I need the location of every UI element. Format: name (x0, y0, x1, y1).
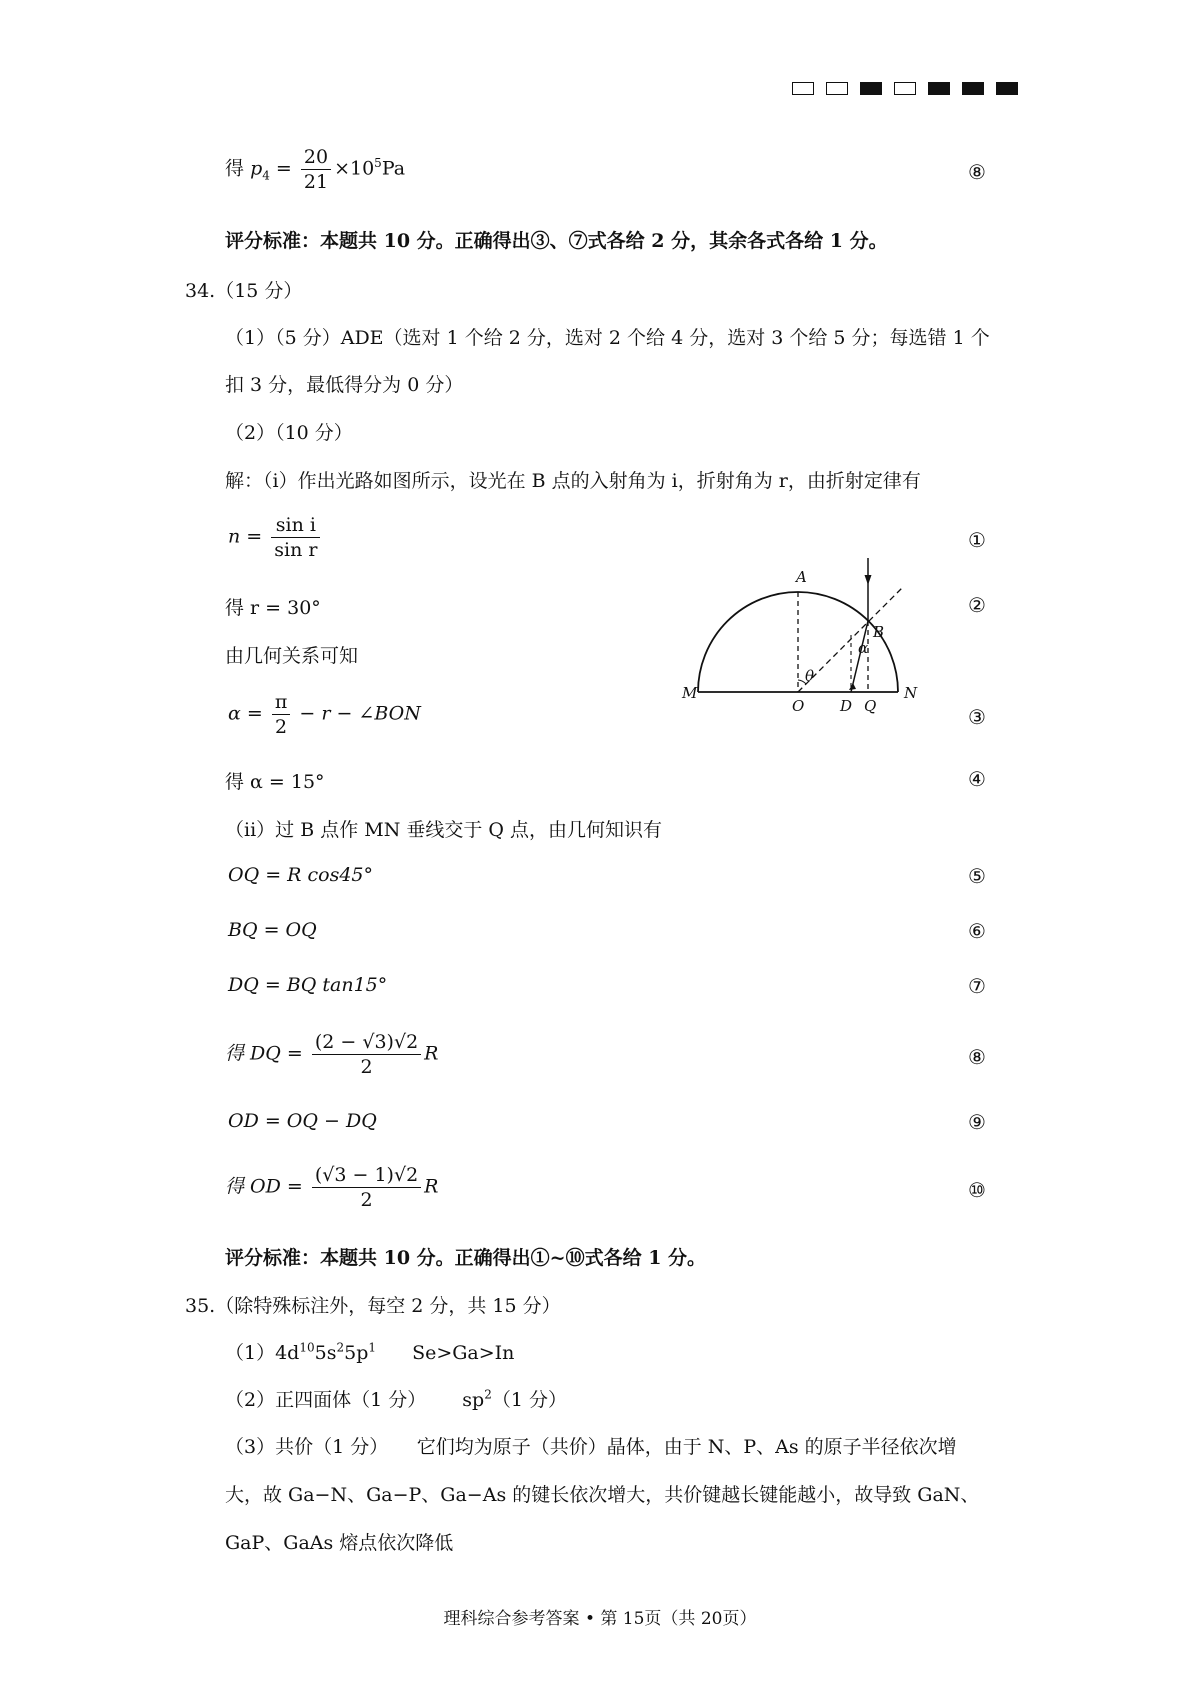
label-D: D (840, 697, 853, 715)
equation-marker: ④ (968, 767, 986, 791)
label-theta: θ (805, 667, 815, 685)
incident-ray-arrow (865, 575, 872, 585)
fraction: $\frac{(√3 - 1)√2}{2}$ (312, 1163, 421, 1212)
refracted-ray-arrow (849, 683, 856, 690)
q35-answer-3-line3: GaP、GaAs 熔点依次降低 (225, 1532, 454, 1554)
fraction: $\frac{(2 - √3)√2}{2}$ (312, 1030, 421, 1079)
equation-marker: ③ (968, 705, 986, 729)
q34-scoring-criteria: 评分标准：本题共 10 分。正确得出①~⑩式各给 1 分。 (225, 1247, 707, 1269)
label-A: A (796, 568, 807, 586)
q34-part2-heading: （2）（10 分） (225, 422, 353, 444)
q34-part1-line2: 扣 3 分，最低得分为 0 分） (225, 374, 464, 396)
q35-answer-3-line1: （3）共价（1 分） 它们均为原子（共价）晶体，由于 N、P、As 的原子半径依次增 (225, 1436, 957, 1458)
eq10: 得 OD = $\frac{(√3 - 1)√2}{2}$ R (225, 1164, 439, 1211)
q34-part-ii: （ii）过 B 点作 MN 垂线交于 Q 点，由几何知识有 (225, 819, 663, 841)
eq1: n = $\frac{\text{sin i}}{\text{sin r}}$ (228, 513, 323, 562)
q34-intro: 解：（i）作出光路如图所示，设光在 B 点的入射角为 i，折射角为 r，由折射定律有 (225, 470, 921, 492)
eq2: 得 r = 30° (225, 597, 321, 619)
equation-marker: ② (968, 593, 986, 617)
header-square (894, 82, 916, 95)
eq6: BQ = OQ (228, 919, 317, 941)
header-square (792, 82, 814, 95)
q34-heading: 34.（15 分） (185, 280, 303, 302)
equation-marker: ⑦ (968, 974, 986, 998)
equation-marker: ⑧ (968, 160, 986, 184)
header-squares (792, 82, 1018, 95)
q35-answer-3-line2: 大，故 Ga−N、Ga−P、Ga−As 的键长依次增大，共价键越长键能越小，故导致 GaN、 (225, 1484, 980, 1506)
eq9: OD = OQ − DQ (228, 1110, 377, 1132)
q35-heading: 35.（除特殊标注外，每空 2 分，共 15 分） (185, 1295, 561, 1317)
q34-part1-line1: （1）（5 分）ADE（选对 1 个给 2 分，选对 2 个给 4 分，选对 3 个给 5 分；每选错 1 个 (225, 327, 990, 349)
eq5: OQ = R cos45° (228, 864, 374, 886)
q33-result-equation: 得 $p_4$ = $\frac{20}{21}$ $\times 10^5Pa$ (225, 146, 406, 193)
fraction: $\frac{\text{sin i}}{\text{sin r}}$ (271, 513, 320, 562)
q33-scoring-criteria: 评分标准：本题共 10 分。正确得出③、⑦式各给 2 分，其余各式各给 1 分。 (225, 230, 888, 252)
equation-marker: ① (968, 528, 986, 552)
optics-diagram (668, 555, 928, 715)
label-M: M (682, 684, 698, 702)
header-square (962, 82, 984, 95)
label-alpha: α (858, 639, 869, 657)
fraction: $\frac{20}{21}$ (301, 145, 331, 194)
eq4: 得 α = 15° (225, 771, 325, 793)
label-Q: Q (864, 697, 877, 715)
eq8: 得 DQ = $\frac{(2 - √3)√2}{2}$ R (225, 1031, 439, 1078)
label-N: N (904, 684, 918, 702)
equation-marker: ⑤ (968, 864, 986, 888)
header-square (996, 82, 1018, 95)
header-square (928, 82, 950, 95)
q35-answer-1: $(1)4d^{10}5s^25p^1$ Se>Ga>In (225, 1340, 515, 1364)
equation-marker: ⑩ (968, 1178, 986, 1202)
eq7: DQ = BQ tan15° (228, 974, 388, 996)
equation-marker: ⑨ (968, 1110, 986, 1134)
eq3: α = $\frac{\pi}{2}$ − r − ∠BON (228, 691, 421, 738)
geometry-statement: 由几何关系可知 (225, 645, 359, 667)
equation-marker: ⑧ (968, 1045, 986, 1069)
q35-answer-2: （2）正四面体（1 分） $sp^2(1$ 分） (225, 1387, 567, 1411)
fraction: $\frac{\pi}{2}$ (272, 690, 291, 739)
equation-marker: ⑥ (968, 919, 986, 943)
header-square (826, 82, 848, 95)
header-square (860, 82, 882, 95)
label-O: O (792, 697, 805, 715)
page-footer: 理科综合参考答案 • 第 15页（共 20页） (443, 1609, 757, 1629)
label-B: B (873, 623, 885, 641)
